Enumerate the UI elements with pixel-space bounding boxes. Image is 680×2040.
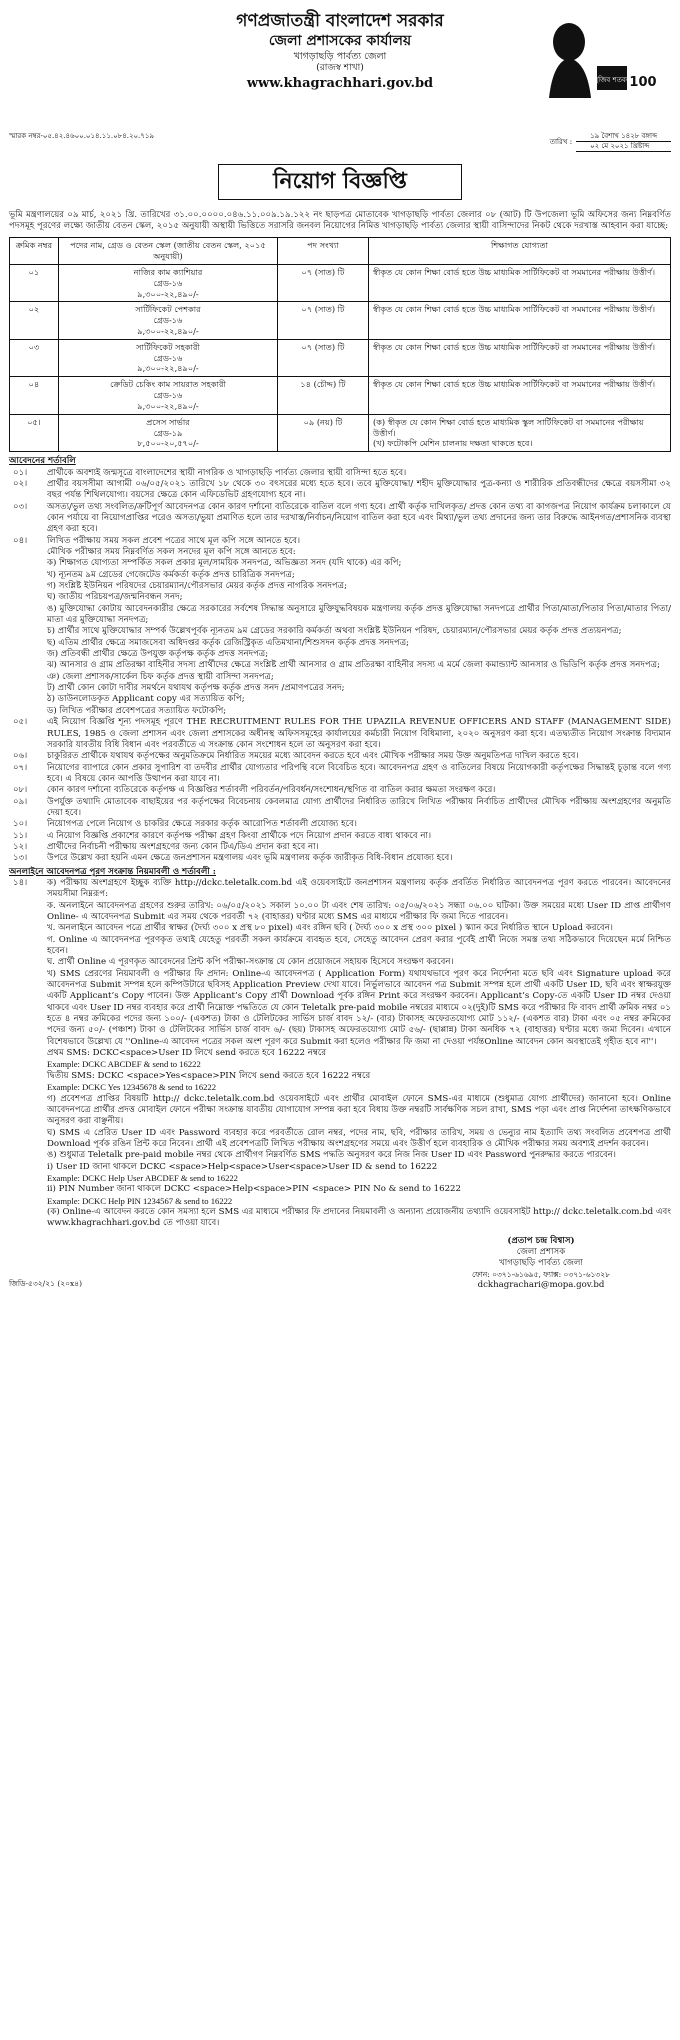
recovery-example: Example: DCKC Help User ABCDEF & send to 16222 [47,1172,238,1183]
post-grade: গ্রেড-১৬ [153,352,183,363]
post-scale: ৯,৩০০-২২,৪৯০/- [137,325,199,336]
online-item: ঘ. প্রার্থী Online এ পূরণকৃত আবেদনের প্রিন্ট কপি পরীক্ষা-সংক্রান্ত যে কোন প্রয়োজনে সহায়ক হিসেবে সংরক্ষণ করবেন। [47,957,454,968]
sms-example: Example: DCKC ABCDEF & send to 16222 [47,1059,201,1070]
online-item-e: ঙ) শুধুমাত্র Teletalk pre-paid mobile নম্বর থেকে প্রার্থীগণ নিম্নবর্ণিত SMS পদ্ধতি অনুসরণ করে নিজ নিজ User ID এবং Password পুনরুদ্ধার করতে পারবেন। [47,1150,617,1161]
memo-reference: স্মারক নম্বর-০৫.৪২.৪৬০০.০১৪.১১.০৮৪.২০.৭১৯ [9,132,154,140]
post-name: নাজির কাম ক্যাশিয়ার [133,266,203,277]
col-qualification: শিক্ষাগত যোগ্যতা [369,238,671,265]
office-name: জেলা প্রশাসকের কার্যালয় [268,33,412,50]
row-serial: ০২ [10,302,59,339]
doc-item: চ) প্রার্থীর সাথে মুক্তিযোদ্ধার সম্পর্ক উল্লেখপূর্বক ন্যূনতম ৯ম গ্রেডের সরকারি কর্মকর্তা অথবা সংশ্লিষ্ট ইউনিয়ন পরিষদ, চেয়ারম্যান/পৌরসভার মেয়র কর্তৃক প্রদত্ত প্রত্যয়নপত্র; [47,626,622,637]
portrait-caption: মুজিব শতবর্ষ [594,76,630,84]
condition-item: ০৩। অসত্য/ভুল তথ্য সংবলিত/ক্রটিপূর্ণ আবেদনপত্র কোন কারণ দর্শানো ব্যতিরেকে বাতিল বলে গণ্য হবে। প্রার্থী কর্তৃক দাখিলকৃত/ প্রদত্ত কোন তথ্য বা কাগজপত্র নিয়োগ কার্যক্রম চলাকালে যে কোন পর্যায়ে বা নিয়োগপ্রাপ্তির পরেও অসত্য/ভুয়া প্রমাণিত হলে তার দরখাস্ত/নির্বাচন/নিয়োগ বাতিল করা হবে এবং মিথ্যা/ভুল তথ্য প্রদানের জন্য তার বিরুদ্ধে আইনগত/প্রশাসনিক ব্যবস্থা গ্রহণ করা হবে। [13,501,671,535]
recovery-line: i) User ID জানা থাকলে DCKC <space>Help<space>User<space>User ID & send to 16222 [47,1161,438,1172]
row-serial: ০৫। [10,414,59,451]
online-item: গ. Online এ আবেদনপত্র পূরণকৃত তথ্যই যেহেতু পরবর্তী সকল কার্যক্রমে ব্যবহৃত হবে, সেহেতু আবেদন প্রেরণ করার পূর্বেই প্রার্থী নিজে সমস্ত তথ্য সঠিকভাবে দিয়েছেন মর্মে নিশ্চিত হবেন। [47,934,671,957]
condition-item: ০৪। লিখিত পরীক্ষায় সময় সকল প্রবেশ পত্রের সাথে মূল কপি সঙ্গে আনতে হবে। [13,535,301,546]
post-scale: ৯,৩০০-২২,৪৯০/- [137,288,199,299]
post-name: সার্টিফিকেট পেশকার [135,304,201,315]
posts-table [9,237,671,452]
doc-item: ঙ) মুক্তিযোদ্ধা কোটায় আবেদনকারীর ক্ষেত্রে সরকারের সর্বশেষ সিদ্ধান্ত অনুসারে মুক্তিযুদ্ধবিষয়ক মন্ত্রণালয় কর্তৃক প্রদত্ত মুক্তিযোদ্ধা সনদপত্রে প্রার্থীর পিতা/মাতা/পিতার পিতা/মাতার পিতা/মাতা এর মুক্তিযোদ্ধা সনদপত্র; [47,603,671,626]
condition-item: ০৭। নিয়োগের ব্যাপারে কোন প্রকার সুপারিশ বা তদবীর প্রার্থীর যোগ্যতার পরিপন্থি বলে বিবেচিত হবে। আবেদনপত্র গ্রহণ ও বাতিলের বিষয়ে নিয়োগকারী কর্তৃপক্ষের সিদ্ধান্তই চূড়ান্ত বলে গণ্য হবে। এ বিষয়ে কোন আপত্তি উত্থাপন করা যাবে না। [13,762,671,784]
recovery-example: Example: DCKC Help PIN 1234567 & send to 16222 [47,1195,233,1206]
doc-item: ঘ) জাতীয় পরিচয়পত্র/জন্মনিবন্ধন সনদ; [47,592,183,603]
signatory-district: খাগড়াছড়ি পার্বত্য জেলা [499,1258,583,1269]
col-post: পদের নাম, গ্রেড ও বেতন স্কেল (জাতীয় বেতন স্কেল, ২০১৫ অনুযায়ী) [59,238,278,265]
table-row [10,302,671,339]
sms-example: Example: DCKC Yes 12345678 & send to 16222 [47,1082,217,1093]
post-name: সার্টিফিকেট সহকারী [136,341,200,352]
memo-line [9,132,671,152]
post-scale: ৯,৩০০-২২,৪৯০/- [137,363,199,374]
post-grade: গ্রেড-১৬ [153,277,183,288]
online-heading: অনলাইনে আবেদনপত্র পূরণ সংক্রান্ত নিয়মাবলী ও শর্তাবলী : [9,866,216,877]
doc-item: ঞ) জেলা প্রশাসক/সার্কেল চিফ কর্তৃক প্রদত্ত স্থায়ী বাসিন্দা সনদপত্র; [47,671,274,682]
row-count: ০৭ (সাত) টি [278,302,369,339]
col-count: পদ সংখ্যা [278,238,369,265]
post-scale: ৮,৫০০-২০,৫৭০/- [137,438,199,449]
condition-item: ১১। এ নিয়োগ বিজ্ঞপ্তি প্রকাশের কারণে কর্তৃপক্ষ পরীক্ষা গ্রহণ কিংবা প্রার্থীকে পদে নিয়োগ প্রদান করতে বাধ্য থাকবে না। [13,830,432,841]
row-count: ০৯ (নয়) টি [278,414,369,451]
row-post [59,414,278,451]
condition-item: ০৮। কোন কারণ দর্শানো ব্যতিরেকে কর্তৃপক্ষ এ বিজ্ঞপ্তির শর্তাবলী পরিবর্তন/পরিবর্ধন/সংশোধন/স্থগিত বা বাতিল করার ক্ষমতা সংরক্ষণ করে। [13,785,496,796]
online-item-c: গ) প্রবেশপত্র প্রাপ্তির বিষয়টি http:// dckc.teletalk.com.bd ওয়েবসাইটে এবং প্রার্থীর মোবাইল ফোনে SMS-এর মাধ্যমে (শুধুমাত্র যোগ্য প্রার্থীদের) জানানো হবে। Online আবেদনপত্রে প্রার্থীর প্রদত্ত মোবাইল ফোনে পরীক্ষা সংক্রান্ত যাবতীয় যোগাযোগ সম্পন্ন করা হবে বিধায় উক্ত নম্বরটি সার্বক্ষণিক সচল রাখা, SMS পড়া এবং প্রাপ্ত নির্দেশনা তাৎক্ষণিকভাবে অনুসরণ করা বাঞ্ছনীয়। [47,1093,671,1127]
government-name: গণপ্রজাতন্ত্রী বাংলাদেশ সরকার [236,11,444,31]
branch-name: (রাজস্ব শাখা) [316,63,364,74]
doc-item: ক) শিক্ষাগত যোগ্যতা সম্পর্কিত সকল প্রকার মূল/সাময়িক সনদপত্র, অভিজ্ঞতা সনদ (যদি থাকে) এর কপি; [47,558,402,569]
online-item-b: খ) SMS প্রেরণের নিয়মাবলী ও পরীক্ষার ফি প্রদান: Online-এ আবেদনপত্র ( Application Form) যথাযথভাবে পূরণ করে নির্দেশনা মতে ছবি এবং Signature upload করে আবেদনপত্র Submit সম্পন্ন হলে কম্পিউটারে ছবিসহ Application Preview দেখা যাবে। নির্ভুলভাবে আবেদন পত্র Submit সম্পন্ন হলে প্রার্থী একটি User ID, ছবি এবং স্বাক্ষরযুক্ত একটি Applicant’s Copy পাবেন। উক্ত Applicant’s Copy প্রার্থী Download পূর্বক রঙ্গিন Print করে সংরক্ষণ করবেন। Applicant’s Copy-তে একটি User ID নম্বর দেওয়া থাকবে এবং User ID নম্বর ব্যবহার করে প্রার্থী নিম্নোক্ত পদ্ধতিতে যে কোন Teletalk pre-paid mobile নম্বরের মাধ্যমে ০২(দুই)টি SMS করে পরীক্ষার ফি বাবদ প্রার্থী ক্রমিক নম্বর ০১ হতে ৪ নম্বর ক্রমিকের পদের জন্য ১০০/- (একশত) টাকা ও টেলিটকের সার্ভিস চার্জ বাবদ ১২/- (বার) টাকাসহ অফেরতযোগ্য মোট ১১২/- (একশত বার) টাকা এবং ০৫ নম্বর ক্রমিকের পদের জন্য ৫০/- (পঞ্চাশ) টাকা ও টেলিটকের সার্ভিস চার্জ বাবদ ৬/- (ছয়) টাকাসহ অফেরতযোগ্য মোট ৫৬/- (ছাপ্পান্ন) টাকা অনধিক ৭২ (বাহাত্তর) ঘণ্টার মধ্যে জমা দিবেন। এখানে বিশেষভাবে উল্লেখ্য যে ''Online-এ আবেদন পত্রের সকল অংশ পূরণ করে Submit করা হলেও পরীক্ষার ফি জমা না দেওয়া পর্যন্তOnline আবেদন কোন অবস্থাতেই গৃহীত হবে না''। [47,968,671,1047]
condition-item: ০৯। উপর্যুক্ত তথ্যাদি মোতাবেক বাছাইয়ের পর কর্তৃপক্ষের বিবেচনায় কেবলমাত্র যোগ্য প্রার্থীদের নির্ধারিত তারিখে লিখিত পরীক্ষায় নির্বাচিত প্রার্থীদের মৌখিক পরীক্ষায় অংশগ্রহণের অনুমতি দেয়া হবে। [13,796,671,818]
date-label: তারিখ : [549,137,573,146]
district-name: খাগড়াছড়ি পার্বত্য জেলা [293,50,387,62]
doc-item: ঠ) ডাউনলোডকৃত Applicant copy এর সত্যায়িত কপি; [47,694,245,705]
portrait-number: 100 [629,75,657,90]
memo-date [550,132,671,152]
signatory-name: (প্রতাপ চন্দ্র বিশ্বাস) [507,1235,575,1246]
condition-item: ০৬। চাকুরিরত প্রার্থীকে যথাযথ কর্তৃপক্ষের অনুমতিক্রমে নির্ধারিত সময়ের মধ্যে আবেদন করতে হবে এবং মৌখিক পরীক্ষার সময় উক্ত অনুমতিপত্র দাখিল করতে হবে। [13,751,579,762]
recovery-line: ii) PIN Number জানা থাকলে DCKC <space>Help<space>PIN <space> PIN No & send to 16222 [47,1184,461,1195]
post-grade: গ্রেড-১৯ [153,427,183,438]
condition-item: ০৫। এই নিয়োগ বিজ্ঞপ্তি শূন্য পদসমূহ পূরণে THE RECRUITMENT RULES FOR THE UPAZILA REVENUE OFFICERS AND STAFF (MANAGEMENT SIDE) RULES, 1985 ও জেলা প্রশাসন এবং জেলা প্রশাসকের অধীনস্থ অফিসসমূহের কার্যালয়ের কর্মচারী নিয়োগ বিধিমালা, ২০২০ অনুসরণ করা হবে। এতদ্ব্যতীত নিয়োগ সংক্রান্ত বিদ্যমান সরকারি যাবতীয় বিধি বিধান এবং পরবর্তীতে এ সংক্রান্ত কোন সংশোধন হলে তা অনুসরণ করা হবে। [13,717,671,750]
table-row [10,264,671,301]
row-post [59,377,278,414]
online-item-f: (ক) Online-এ আবেদন করতে কোন সমস্যা হলে SMS এর মাধ্যমে পরীক্ষার ফি প্রদানের নিয়মাবলী ও অন্যান্য প্রয়োজনীয় তথ্যাদি ওয়েবসাইট http:// dckc.teletalk.com.bd এবং www.khagrachhari.gov.bd তে পাওয়া যাবে। [47,1206,671,1229]
sms-instruction: দ্বিতীয় SMS: DCKC <space>Yes<space>PIN লিখে send করতে হবে 16222 নম্বরে [47,1070,371,1081]
table-row [10,339,671,376]
online-item: ক. অনলাইনে আবেদনপত্র গ্রহণের শুরুর তারিখ: ০৬/০৫/২০২১ সকাল ১০.০০ টা এবং শেষ তারিখ: ০৫/০৬/২০২১ সন্ধ্যা ০৬.০০ ঘটিকা। উক্ত সময়ের মধ্যে User ID প্রাপ্ত প্রার্থীগণ Online- এ আবেদনপত্র Submit এর সময় থেকে পরবর্তী ৭২ (বাহাত্তর) ঘণ্টার মধ্যে SMS এর মাধ্যমে পরীক্ষার ফি জমা দিতে পারবেন। [47,900,671,923]
online-item-d: ঘ) SMS এ প্রেরিত User ID এবং Password ব্যবহার করে পরবর্তীতে রোল নম্বর, পদের নাম, ছবি, পরীক্ষার তারিখ, সময় ও ভেন্যুর নাম ইত্যাদি তথ্য সংবলিত প্রবেশপত্র প্রার্থী Download পূর্বক রঙিন প্রিন্ট করে নিবেন। প্রার্থী এই প্রবেশপত্রটি লিখিত পরীক্ষায় অংশগ্রহণের সময়ে এবং উত্তীর্ণ হলে ব্যবহারিক ও মৌখিক পরীক্ষার সময় অবশ্যই প্রদর্শন করবেন। [47,1127,671,1149]
row-qualification: স্বীকৃত যে কোন শিক্ষা বোর্ড হতে উচ্চ মাধ্যমিক সার্টিফিকেট বা সমমানের পরীক্ষায় উত্তীর্ণ। [369,377,671,414]
signatory-designation: জেলা প্রশাসক [516,1246,566,1257]
date-bangla: ১৯ বৈশাখ ১৪২৮ বঙ্গাব্দ [576,132,671,142]
viva-docs-intro: মৌখিক পরীক্ষার সময় নিম্নবর্ণিত সকল সনদের মূল কপি সঙ্গে আনতে হবে: [47,547,296,558]
website-link[interactable]: www.khagrachhari.gov.bd [246,76,434,92]
header [9,10,671,128]
online-item-a: ১৪। ক) পরীক্ষায় অংশগ্রহণে ইচ্ছুক ব্যক্তি http://dckc.teletalk.com.bd এই ওয়েবসাইটে জনপ্রশাসন মন্ত্রণালয় কর্তৃক প্রবর্তিত নির্ধারিত আবেদনপত্র পূরণ করতে পারবেন। আবেদনের সময়সীমা নিম্নরূপ: [13,877,671,900]
condition-item: ১০। নিয়োগপত্র পেলে নিয়োগ ও চাকরির ক্ষেত্রে সরকার কর্তৃক আরোপিত শর্তাবলী প্রযোজ্য হবে। [13,819,357,830]
post-grade: গ্রেড-১৬ [153,315,183,326]
row-qualification: স্বীকৃত যে কোন শিক্ষা বোর্ড হতে উচ্চ মাধ্যমিক সার্টিফিকেট বা সমমানের পরীক্ষায় উত্তীর্ণ। [369,264,671,301]
doc-item: ট) প্রার্থী কোন কোটা দাবীর সমর্থনে যথাযথ কর্তৃপক্ষ কর্তৃক প্রদত্ত সনদ /প্রমাণপত্রের সনদ; [47,683,345,694]
row-serial: ০৩ [10,339,59,376]
post-name: প্রসেস সার্ভার [146,416,190,427]
doc-item: ছ) এতিম প্রার্থীর ক্ষেত্রে সমাজসেবা অধিদপ্তর কর্তৃক রেজিস্ট্রিকৃত এতিমখানা/শিশুসদন কর্তৃক প্রদত্ত সনদপত্র; [47,637,410,648]
col-serial: ক্রমিক নম্বর [10,238,59,265]
mujib-borsho-logo-icon [543,14,661,98]
post-grade: গ্রেড-১৬ [153,390,183,401]
sms-instruction: প্রথম SMS: DCKC<space>User ID লিখে send করতে হবে 16222 নম্বরে [47,1048,327,1059]
row-count: ০৭ (সাত) টি [278,264,369,301]
table-row [10,377,671,414]
signatory-phone: ফোন: ০৩৭১-৬১৬৯৫, ফ্যাক্স: ০৩৭১-৬১৩২৮ [472,1269,610,1279]
table-row [10,414,671,451]
row-count: ০৭ (সাত) টি [278,339,369,376]
intro-paragraph: ভূমি মন্ত্রণালয়ের ০৯ মার্চ, ২০২১ খ্রি. তারিখের ৩১.০০.০০০০.০৪৬.১১.০০৯.১৯.১২২ নং ছাড়পত্র মোতাবেক খাগড়াছড়ি পার্বত্য জেলার ০৮ (আট) টি উপজেলা ভূমি অফিসের জন্য নিম্নবর্ণিত পদসমূহ পূরণের লক্ষ্যে জাতীয় বেতন স্কেল, ২০১৫ অনুযায়ী অস্থায়ী ভিত্তিতে সরাসরি জনবল নিয়োগের নিমিত্ত খাগড়াছড়ি পার্বত্য জেলার স্থায়ী বাসিন্দাদের নিকট থেকে দরখাস্ত আহবান করা যাচ্ছে: [9,209,671,231]
notice-page [9,0,671,1289]
row-serial: ০১ [10,264,59,301]
row-post [59,302,278,339]
doc-item: খ) ন্যূনতম ৯ম গ্রেডের গেজেটেড কর্মকর্তা কর্তৃক প্রদত্ত চারিত্রিক সনদপত্র; [47,569,295,580]
row-qualification: স্বীকৃত যে কোন শিক্ষা বোর্ড হতে উচ্চ মাধ্যমিক সার্টিফিকেট বা সমমানের পরীক্ষায় উত্তীর্ণ। [369,302,671,339]
post-name: ক্রেডিট চেকিং কাম সায়রাত সহকারী [110,379,226,390]
row-count: ১৪ (চৌদ্দ) টি [278,377,369,414]
footer-code: জিডি-৫৩২/২১ (২০x৪) [9,1278,83,1288]
condition-item: ১২। প্রার্থীদের নির্বাচনী পরীক্ষায় অংশগ্রহণের জন্য কোন টিএ/ডিএ প্রদান করা হবে না। [13,841,319,852]
row-qualification: (ক) স্বীকৃত যে কোন শিক্ষা বোর্ড হতে মাধ্যমিক স্কুল সার্টিফিকেট বা সমমানের পরীক্ষায় উত্তীর্ণ। (খ) ফটোকপি মেশিন চালনায় দক্ষতা থাকতে হবে। [369,414,671,451]
doc-item: জ) প্রতিবন্ধী প্রার্থীর ক্ষেত্রে উপযুক্ত কর্তৃপক্ষ কর্তৃক প্রদত্ত সনদপত্র; [47,649,269,660]
row-qualification: স্বীকৃত যে কোন শিক্ষা বোর্ড হতে উচ্চ মাধ্যমিক সার্টিফিকেট বা সমমানের পরীক্ষায় উত্তীর্ণ। [369,339,671,376]
page-title: নিয়োগ বিজ্ঞপ্তি [218,164,462,199]
condition-item: ০১। প্রার্থীকে অবশ্যই জন্মসূত্রে বাংলাদেশের স্থায়ী নাগরিক ও খাগড়াছড়ি পার্বত্য জেলার স্থায়ী বাসিন্দা হতে হবে। [13,467,407,478]
online-item: খ. অনলাইনে আবেদন পত্রে প্রার্থীর স্বাক্ষর (দৈর্ঘ্য ৩০০ x প্রস্থ ৮০ pixel) এবং রঙ্গিন ছবি ( দৈর্ঘ্য ৩০০ x প্রস্থ ৩০০ pixel ) স্ক্যান করে নির্ধারিত স্থানে Upload করবেন। [47,923,613,934]
condition-item: ১৩। উপরে উল্লেখ করা হয়নি এমন ক্ষেত্রে জনপ্রশাসন মন্ত্রণালয় এবং ভূমি মন্ত্রণালয় কর্তৃক জারীকৃত বিধি-বিধান প্রযোজ্য হবে। [13,853,453,864]
row-serial: ০৪ [10,377,59,414]
condition-item: ০২। প্রার্থীর বয়সসীমা আগামী ০৬/০৫/২০২১ তারিখে ১৮ থেকে ৩০ বৎসরের মধ্যে হতে হবে। তবে মুক্তিযোদ্ধা/ শহীদ মুক্তিযোদ্ধার পুত্র-কন্যা ও শারীরিক প্রতিবন্ধীদের ক্ষেত্রে বয়সসীমা ৩২ বছর পর্যন্ত শিথিলযোগ্য। বয়সের ক্ষেত্রে কোন এফিডেভিট গ্রহণযোগ্য হবে না। [13,478,671,501]
doc-item: ড) লিখিত পরীক্ষার প্রবেশপত্রের সত্যায়িত ফটোকপি; [47,705,227,716]
date-english: ০২ মে ২০২১ খ্রিষ্টাব্দ [576,142,671,152]
row-post [59,339,278,376]
doc-item: ঝ) আনসার ও গ্রাম প্রতিরক্ষা বাহিনীর সদস্য প্রার্থীদের ক্ষেত্রে সংশ্লিষ্ট প্রার্থী আনসার ও গ্রাম প্রতিরক্ষা বাহিনীর সদস্য এ মর্মে জেলা কমান্ড্যান্ট আনসার ও ভিডিপি কর্তৃক প্রদত্ত সনদপত্র; [47,660,660,671]
conditions-heading: আবেদনের শর্তাবলি [9,456,76,467]
row-post [59,264,278,301]
signatory-email[interactable]: dckhagrachari@mopa.gov.bd [477,1279,605,1290]
doc-item: গ) সংশ্লিষ্ট ইউনিয়ন পরিষদের চেয়ারম্যান/পৌরসভার মেয়র কর্তৃক প্রদত্ত নাগরিক সনদপত্র; [47,581,347,592]
post-scale: ৯,৩০০-২২,৪৯০/- [137,400,199,411]
